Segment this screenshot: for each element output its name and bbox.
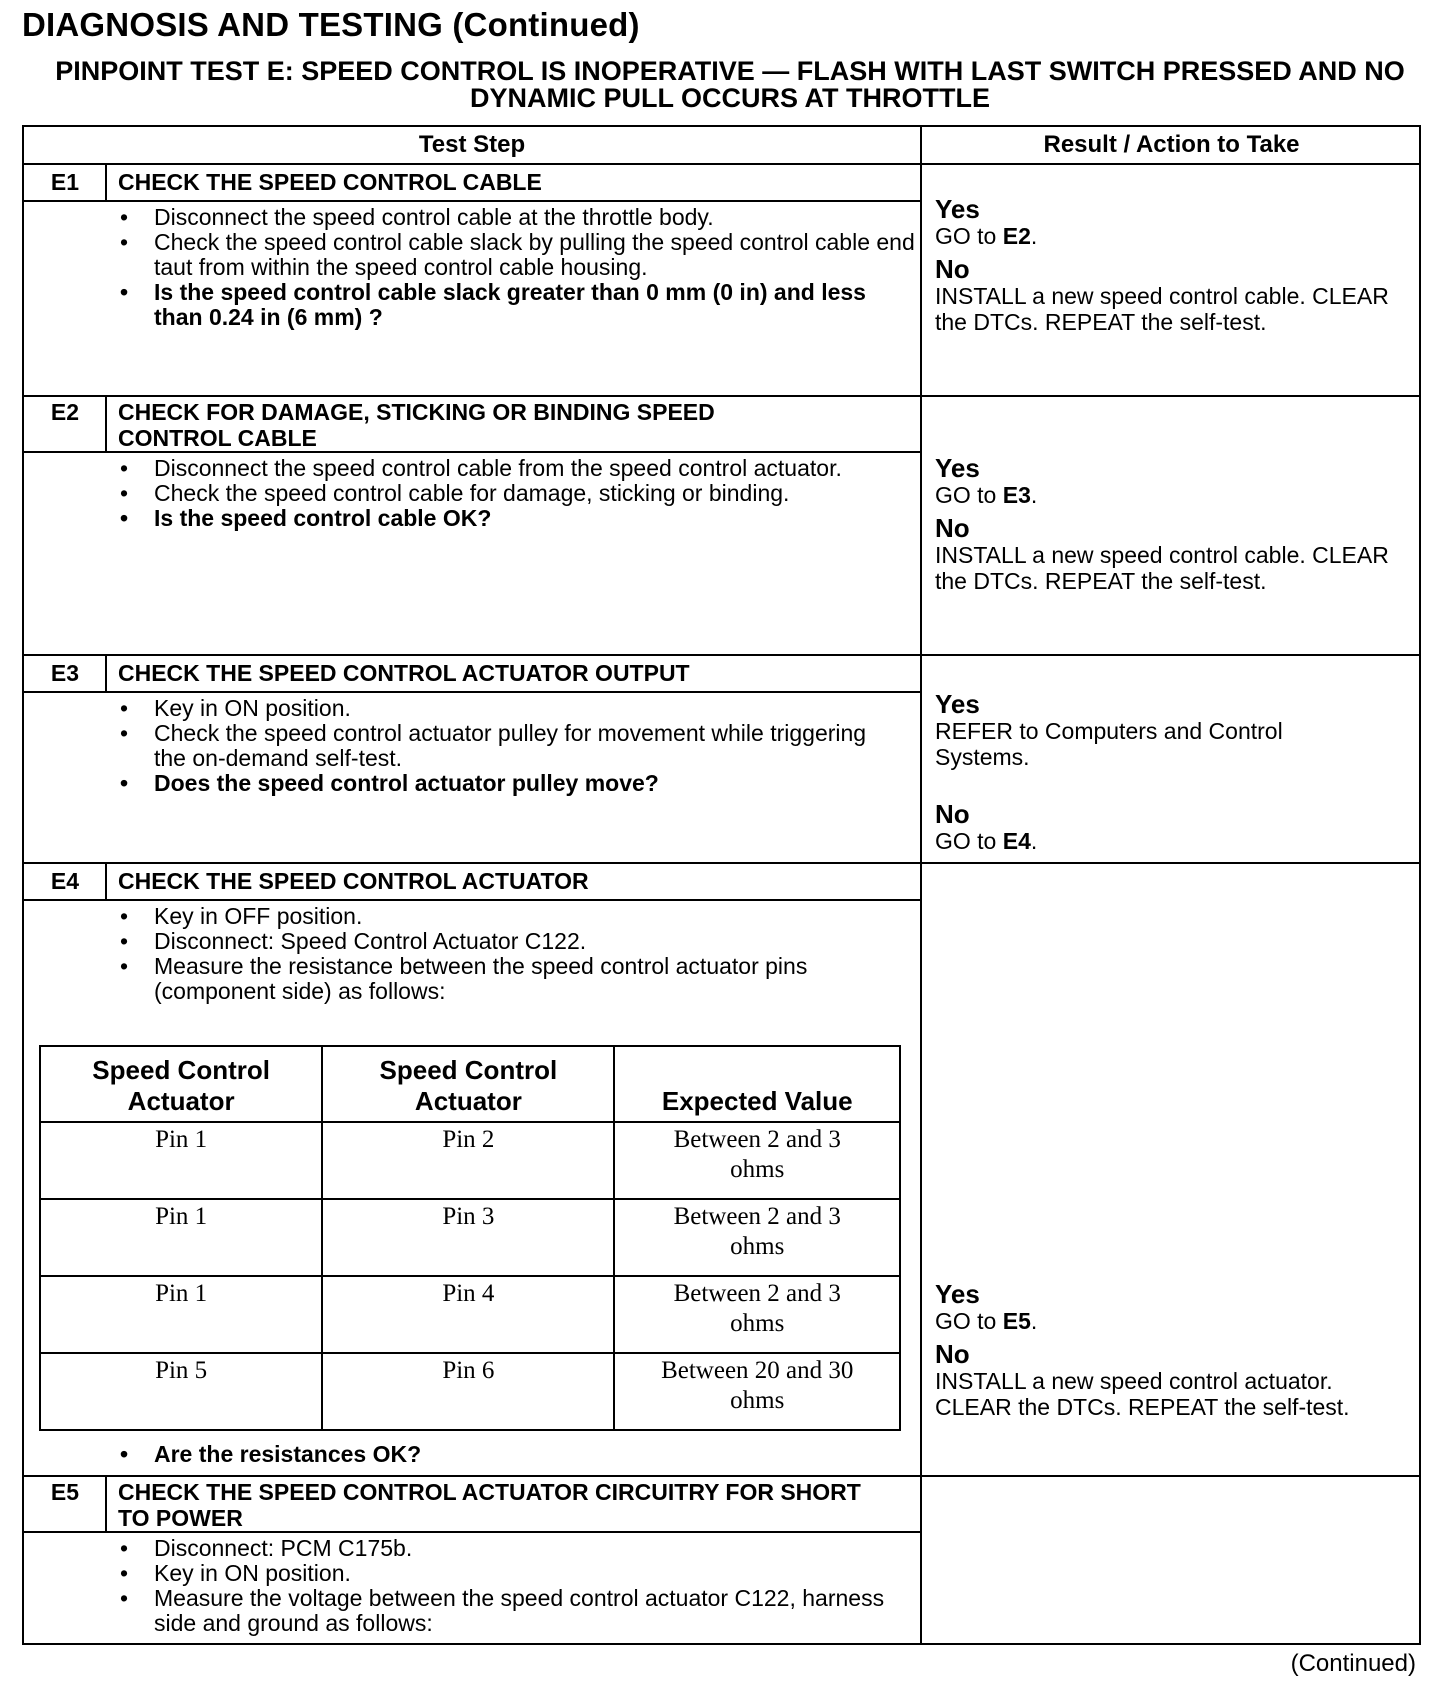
table-row xyxy=(40,1276,900,1353)
test-table xyxy=(22,125,1421,1645)
instruction: • Measure the voltage between the speed control actuator C122, harness side and ground as follows: xyxy=(118,1586,914,1636)
step-instructions-e3 xyxy=(118,696,918,796)
step-title-e5: CHECK THE SPEED CONTROL ACTUATOR CIRCUITRY FOR SHORT TO POWER xyxy=(118,1479,861,1531)
yes-action: GO to E2. xyxy=(935,223,1038,249)
link-e5: E5 xyxy=(1002,1308,1031,1334)
no-action: INSTALL a new speed control cable. CLEAR the DTCs. REPEAT the self-test. xyxy=(935,283,1389,335)
question: • Is the speed control cable OK? xyxy=(118,506,918,531)
yes-action: GO to E5. xyxy=(935,1308,1038,1334)
table-cell: Between 2 and 3 ohms xyxy=(614,1199,900,1276)
table-row xyxy=(40,1122,900,1199)
header-test-step: Test Step xyxy=(418,131,526,158)
instruction: • Key in ON position. xyxy=(118,1561,918,1586)
table-cell: Between 20 and 30 ohms xyxy=(614,1353,900,1430)
no-action: GO to E4. xyxy=(935,828,1038,854)
table-cell: Pin 5 xyxy=(40,1353,322,1430)
step-id-e2: E2 xyxy=(50,399,80,425)
instruction: • Check the speed control cable slack by pulling the speed control cable end taut from within the speed control cable housing. xyxy=(118,230,918,280)
resistance-table xyxy=(39,1045,901,1431)
column-divider xyxy=(920,127,922,1645)
instruction: • Disconnect: PCM C175b. xyxy=(118,1536,918,1561)
column-header: Speed Control Actuator xyxy=(40,1046,322,1122)
continued-note: (Continued) xyxy=(1290,1650,1416,1677)
step-separator xyxy=(24,395,1421,397)
yes-label: Yes xyxy=(935,453,980,483)
step-instructions-e2 xyxy=(118,456,918,531)
instruction: • Check the speed control actuator pulley for movement while triggering the on-demand self-test. xyxy=(118,721,874,771)
step-instructions-e1 xyxy=(118,205,918,330)
table-header-row xyxy=(40,1046,900,1122)
link-e3: E3 xyxy=(1002,482,1031,508)
no-label: No xyxy=(935,799,970,829)
step-id-e1: E1 xyxy=(50,169,80,195)
table-cell: Between 2 and 3 ohms xyxy=(614,1276,900,1353)
question: • Are the resistances OK? xyxy=(118,1442,918,1467)
result-e2 xyxy=(935,454,1405,594)
yes-label: Yes xyxy=(935,1279,980,1309)
step-instructions-e4 xyxy=(118,904,918,1004)
page-heading: DIAGNOSIS AND TESTING (Continued) xyxy=(22,6,640,43)
no-action: INSTALL a new speed control actuator. CLEAR the DTCs. REPEAT the self-test. xyxy=(935,1368,1350,1420)
pinpoint-test-title: PINPOINT TEST E: SPEED CONTROL IS INOPERATIVE — FLASH WITH LAST SWITCH PRESSED AND NO DYNAMIC PULL OCCURS AT THROTTLE xyxy=(55,56,1405,113)
step-title-e4: CHECK THE SPEED CONTROL ACTUATOR xyxy=(118,868,589,894)
table-row xyxy=(40,1353,900,1430)
yes-action: REFER to Computers and Control Systems. xyxy=(935,718,1283,770)
instruction: • Key in OFF position. xyxy=(118,904,918,929)
column-header: Expected Value xyxy=(614,1046,900,1122)
no-action: INSTALL a new speed control cable. CLEAR the DTCs. REPEAT the self-test. xyxy=(935,542,1389,594)
table-cell: Between 2 and 3 ohms xyxy=(614,1122,900,1199)
step-title-e2: CHECK FOR DAMAGE, STICKING OR BINDING SPEED CONTROL CABLE xyxy=(118,399,715,451)
step-title-e1: CHECK THE SPEED CONTROL CABLE xyxy=(118,169,542,195)
table-row xyxy=(40,1199,900,1276)
table-cell: Pin 1 xyxy=(40,1276,322,1353)
instruction: • Disconnect the speed control cable from the speed control actuator. xyxy=(118,456,854,481)
link-e2: E2 xyxy=(1002,223,1031,249)
table-cell: Pin 2 xyxy=(322,1122,614,1199)
table-cell: Pin 4 xyxy=(322,1276,614,1353)
no-label: No xyxy=(935,1339,970,1369)
step-id-e4: E4 xyxy=(50,868,80,894)
instruction: • Disconnect the speed control cable at the throttle body. xyxy=(118,205,918,230)
no-label: No xyxy=(935,513,970,543)
yes-label: Yes xyxy=(935,689,980,719)
step-instructions-e5 xyxy=(118,1536,918,1636)
step-title-e3: CHECK THE SPEED CONTROL ACTUATOR OUTPUT xyxy=(118,660,690,686)
result-e1 xyxy=(935,195,1405,335)
table-cell: Pin 1 xyxy=(40,1122,322,1199)
result-e4 xyxy=(935,1280,1405,1420)
step-separator xyxy=(24,1475,1421,1477)
column-header: Speed Control Actuator xyxy=(322,1046,614,1122)
yes-label: Yes xyxy=(935,194,980,224)
yes-action: GO to E3. xyxy=(935,482,1038,508)
table-cell: Pin 6 xyxy=(322,1353,614,1430)
instruction: • Key in ON position. xyxy=(118,696,918,721)
header-result: Result / Action to Take xyxy=(1043,131,1300,158)
result-e3 xyxy=(935,690,1355,854)
instruction: • Measure the resistance between the speed control actuator pins (component side) as follows: xyxy=(118,954,924,1004)
table-cell: Pin 3 xyxy=(322,1199,614,1276)
link-e4: E4 xyxy=(1002,828,1031,854)
instruction: • Check the speed control cable for damage, sticking or binding. xyxy=(118,481,918,506)
question: • Is the speed control cable slack greater than 0 mm (0 in) and less than 0.24 in (6 mm) ? xyxy=(118,280,918,330)
step-question-e4 xyxy=(118,1442,918,1467)
instruction: • Disconnect: Speed Control Actuator C122. xyxy=(118,929,918,954)
no-label: No xyxy=(935,254,970,284)
step-id-e5: E5 xyxy=(50,1479,80,1505)
question: • Does the speed control actuator pulley move? xyxy=(118,771,918,796)
step-id-e3: E3 xyxy=(50,660,80,686)
table-cell: Pin 1 xyxy=(40,1199,322,1276)
